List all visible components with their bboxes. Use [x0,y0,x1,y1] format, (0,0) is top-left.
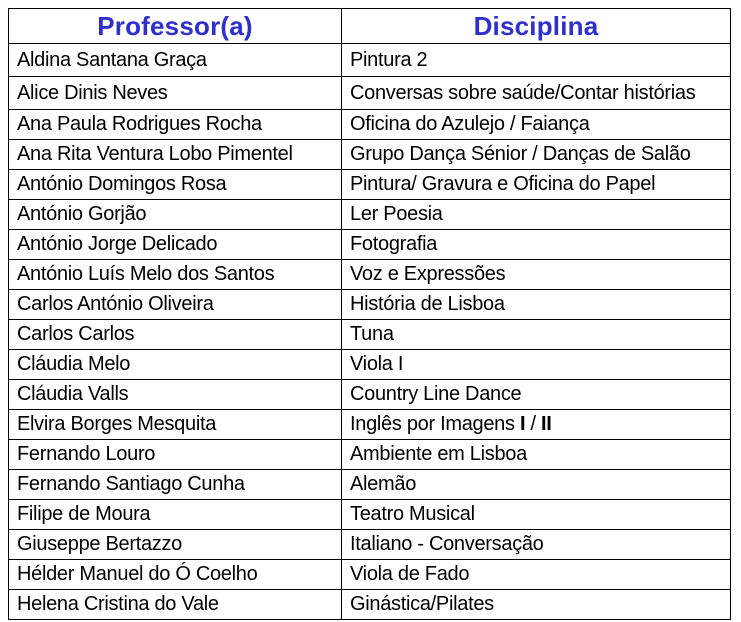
discipline-cell: Teatro Musical [342,500,731,530]
professor-cell: Helena Cristina do Vale [9,590,342,620]
professor-cell: Fernando Santiago Cunha [9,470,342,500]
discipline-cell: Country Line Dance [342,380,731,410]
table-row [9,110,731,140]
table-row [9,170,731,200]
column-header-disciplina: Disciplina [342,9,731,44]
column-header-professor: Professor(a) [9,9,342,44]
professor-cell: Carlos Carlos [9,320,342,350]
professor-cell: António Gorjão [9,200,342,230]
level-two-label: II [541,413,552,435]
table-row [9,350,731,380]
table-row [9,230,731,260]
discipline-cell: História de Lisboa [342,290,731,320]
table-row [9,590,731,620]
table-row [9,470,731,500]
discipline-cell: Alemão [342,470,731,500]
discipline-cell: Ginástica/Pilates [342,590,731,620]
discipline-cell [342,410,731,440]
discipline-cell: Oficina do Azulejo / Faiança [342,110,731,140]
professor-cell: Ana Rita Ventura Lobo Pimentel [9,140,342,170]
table-row [9,500,731,530]
table-header-row [9,9,731,44]
table-row [9,290,731,320]
table-row [9,77,731,110]
discipline-cell: Voz e Expressões [342,260,731,290]
table-row [9,530,731,560]
professor-cell: Carlos António Oliveira [9,290,342,320]
table-row [9,320,731,350]
professor-cell: Giuseppe Bertazzo [9,530,342,560]
professor-cell: Hélder Manuel do Ó Coelho [9,560,342,590]
teachers-table [8,8,731,620]
professor-cell: Cláudia Valls [9,380,342,410]
discipline-cell: Viola de Fado [342,560,731,590]
discipline-cell: Viola I [342,350,731,380]
professor-cell: Aldina Santana Graça [9,44,342,77]
professor-cell: Fernando Louro [9,440,342,470]
table-row [9,200,731,230]
discipline-cell: Conversas sobre saúde/Contar histórias [342,77,731,110]
table-row [9,560,731,590]
discipline-cell: Fotografia [342,230,731,260]
discipline-cell: Pintura 2 [342,44,731,77]
table-row [9,260,731,290]
discipline-cell: Grupo Dança Sénior / Danças de Salão [342,140,731,170]
table-row [9,140,731,170]
table-row [9,44,731,77]
professor-cell: Filipe de Moura [9,500,342,530]
professor-cell: Ana Paula Rodrigues Rocha [9,110,342,140]
level-one-label: I [519,413,526,435]
professor-cell: António Domingos Rosa [9,170,342,200]
discipline-cell: Ler Poesia [342,200,731,230]
discipline-text: Inglês por Imagens [350,413,520,435]
level-separator: / [525,413,542,435]
discipline-cell: Italiano - Conversação [342,530,731,560]
professor-cell: Cláudia Melo [9,350,342,380]
professor-cell: António Jorge Delicado [9,230,342,260]
table-row [9,440,731,470]
professor-cell: António Luís Melo dos Santos [9,260,342,290]
professor-cell: Elvira Borges Mesquita [9,410,342,440]
discipline-cell: Tuna [342,320,731,350]
discipline-cell: Pintura/ Gravura e Oficina do Papel [342,170,731,200]
discipline-cell: Ambiente em Lisboa [342,440,731,470]
professor-cell: Alice Dinis Neves [9,77,342,110]
table-row [9,380,731,410]
table-row [9,410,731,440]
